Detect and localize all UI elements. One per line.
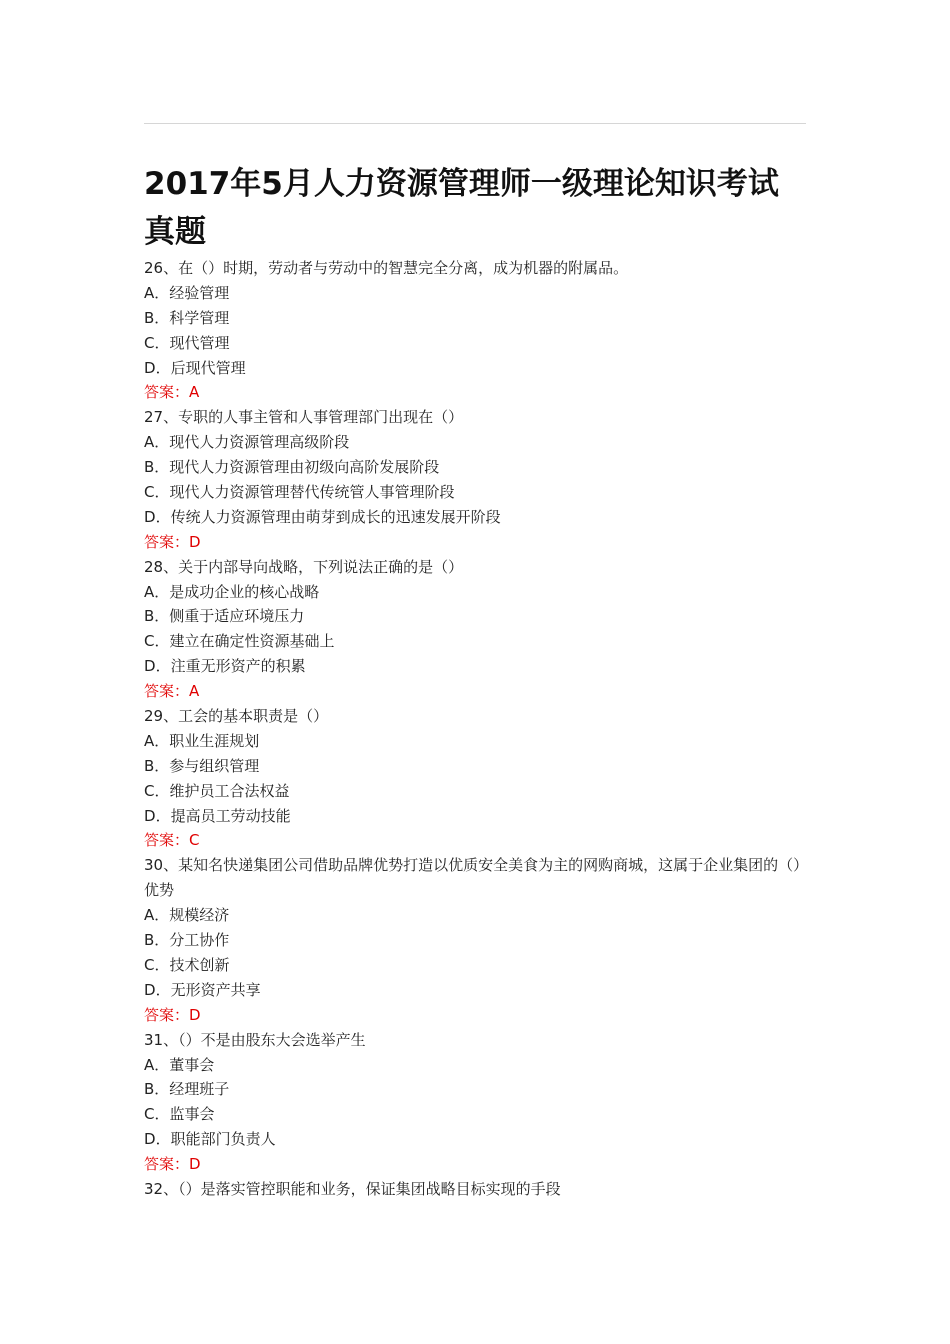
option-text: ．提高员工劳动技能 bbox=[155, 806, 291, 825]
option-text: ．经验管理 bbox=[154, 283, 230, 302]
answer-label: 答案： bbox=[144, 831, 190, 850]
option-c bbox=[144, 480, 814, 505]
option-text: ．董事会 bbox=[154, 1055, 215, 1074]
question-29 bbox=[144, 704, 814, 853]
option-d bbox=[144, 978, 814, 1003]
question-number: 26 bbox=[144, 259, 164, 277]
option-b bbox=[144, 306, 814, 331]
option-letter: D bbox=[144, 980, 156, 999]
answer-value: A bbox=[189, 682, 200, 701]
option-text: ．分工协作 bbox=[154, 931, 230, 950]
option-b bbox=[144, 754, 814, 779]
option-letter: A bbox=[144, 582, 155, 601]
question-27 bbox=[144, 405, 814, 554]
option-a bbox=[144, 580, 814, 605]
option-text: ．建立在确定性资源基础上 bbox=[154, 632, 335, 651]
option-text: ．维护员工合法权益 bbox=[154, 781, 290, 800]
option-b bbox=[144, 455, 814, 480]
option-c bbox=[144, 331, 814, 356]
option-text: ．规模经济 bbox=[154, 906, 230, 925]
question-list bbox=[144, 256, 814, 1202]
option-letter: D bbox=[144, 657, 156, 676]
option-c bbox=[144, 953, 814, 978]
option-letter: B bbox=[144, 1080, 155, 1099]
answer-line bbox=[144, 530, 814, 555]
question-number: 32 bbox=[144, 1179, 164, 1198]
question-text: 、（）是落实管控职能和业务，保证集团战略目标实现的手段 bbox=[163, 1179, 561, 1198]
answer-value: A bbox=[189, 383, 200, 402]
option-letter: B bbox=[144, 931, 155, 950]
option-text: ．现代人力资源管理高级阶段 bbox=[154, 433, 350, 452]
option-text: ．职业生涯规划 bbox=[154, 731, 260, 750]
option-text: ．侧重于适应环境压力 bbox=[154, 607, 305, 626]
answer-label: 答案： bbox=[144, 682, 190, 701]
question-number: 30 bbox=[144, 856, 164, 875]
option-letter: C bbox=[144, 1105, 155, 1124]
answer-line bbox=[144, 1152, 814, 1177]
page-title: 2017年5月人力资源管理师一级理论知识考试真题 bbox=[144, 166, 779, 250]
option-letter: A bbox=[144, 433, 155, 452]
option-text: ．现代人力资源管理替代传统管人事管理阶段 bbox=[154, 483, 455, 502]
option-text: ．无形资产共享 bbox=[155, 980, 261, 999]
option-text: ．监事会 bbox=[154, 1105, 215, 1124]
option-a bbox=[144, 1053, 814, 1078]
option-text: ．职能部门负责人 bbox=[155, 1130, 276, 1149]
option-d bbox=[144, 804, 814, 829]
option-text: ．现代人力资源管理由初级向高阶发展阶段 bbox=[154, 458, 440, 477]
question-text: 、关于内部导向战略，下列说法正确的是（） bbox=[163, 557, 464, 576]
option-a bbox=[144, 903, 814, 928]
question-stem bbox=[144, 1177, 814, 1202]
question-stem bbox=[144, 405, 814, 430]
answer-label: 答案： bbox=[144, 1155, 190, 1174]
question-stem bbox=[144, 853, 814, 903]
question-text: 、在（）时期，劳动者与劳动中的智慧完全分离，成为机器的附属品。 bbox=[163, 259, 629, 277]
option-a bbox=[144, 281, 814, 306]
option-b bbox=[144, 604, 814, 629]
question-number: 31 bbox=[144, 1030, 164, 1049]
option-d bbox=[144, 505, 814, 530]
option-a bbox=[144, 729, 814, 754]
answer-value: D bbox=[189, 1155, 201, 1174]
question-32 bbox=[144, 1177, 814, 1202]
option-d bbox=[144, 654, 814, 679]
option-letter: D bbox=[144, 806, 156, 825]
option-text: ．经理班子 bbox=[154, 1080, 230, 1099]
option-text: ．后现代管理 bbox=[155, 358, 246, 377]
top-divider bbox=[144, 123, 806, 124]
option-letter: B bbox=[144, 607, 155, 626]
question-number: 29 bbox=[144, 707, 164, 726]
option-letter: C bbox=[144, 483, 155, 502]
option-letter: D bbox=[144, 358, 156, 377]
answer-line bbox=[144, 380, 814, 405]
question-stem bbox=[144, 1028, 814, 1053]
option-c bbox=[144, 779, 814, 804]
option-text: ．注重无形资产的积累 bbox=[155, 657, 306, 676]
question-text: 、专职的人事主管和人事管理部门出现在（） bbox=[163, 408, 464, 427]
option-c bbox=[144, 1102, 814, 1127]
option-c bbox=[144, 629, 814, 654]
option-letter: C bbox=[144, 632, 155, 651]
option-letter: C bbox=[144, 333, 155, 352]
question-31 bbox=[144, 1028, 814, 1177]
option-letter: D bbox=[144, 507, 156, 526]
answer-value: D bbox=[189, 1005, 201, 1024]
option-b bbox=[144, 928, 814, 953]
question-stem bbox=[144, 704, 814, 729]
question-stem bbox=[144, 256, 814, 281]
answer-label: 答案： bbox=[144, 1005, 190, 1024]
answer-line bbox=[144, 828, 814, 853]
option-text: ．是成功企业的核心战略 bbox=[154, 582, 320, 601]
option-letter: D bbox=[144, 1130, 156, 1149]
answer-line bbox=[144, 679, 814, 704]
question-number: 28 bbox=[144, 557, 164, 576]
option-d bbox=[144, 1127, 814, 1152]
question-26 bbox=[144, 256, 814, 405]
answer-label: 答案： bbox=[144, 383, 190, 402]
option-letter: B bbox=[144, 458, 155, 477]
option-letter: B bbox=[144, 756, 155, 775]
answer-value: C bbox=[189, 831, 200, 850]
option-b bbox=[144, 1077, 814, 1102]
answer-value: D bbox=[189, 532, 201, 551]
question-30 bbox=[144, 853, 814, 1027]
option-text: ．传统人力资源管理由萌芽到成长的迅速发展开阶段 bbox=[155, 507, 501, 526]
option-letter: A bbox=[144, 731, 155, 750]
option-letter: C bbox=[144, 955, 155, 974]
question-stem bbox=[144, 555, 814, 580]
option-letter: C bbox=[144, 781, 155, 800]
option-letter: A bbox=[144, 283, 155, 302]
question-number: 27 bbox=[144, 408, 164, 427]
question-28 bbox=[144, 555, 814, 704]
option-letter: B bbox=[144, 308, 155, 327]
question-text: 、工会的基本职责是（） bbox=[163, 707, 329, 726]
option-text: ．现代管理 bbox=[154, 333, 230, 352]
answer-label: 答案： bbox=[144, 532, 190, 551]
option-letter: A bbox=[144, 906, 155, 925]
question-text: 、（）不是由股东大会选举产生 bbox=[163, 1030, 366, 1049]
option-letter: A bbox=[144, 1055, 155, 1074]
option-text: ．参与组织管理 bbox=[154, 756, 260, 775]
answer-line bbox=[144, 1003, 814, 1028]
question-text: 、某知名快递集团公司借助品牌优势打造以优质安全美食为主的网购商城，这属于企业集团的（）优势 bbox=[144, 856, 809, 900]
option-d bbox=[144, 356, 814, 381]
option-a bbox=[144, 430, 814, 455]
option-text: ．技术创新 bbox=[154, 955, 230, 974]
option-text: ．科学管理 bbox=[154, 308, 230, 327]
